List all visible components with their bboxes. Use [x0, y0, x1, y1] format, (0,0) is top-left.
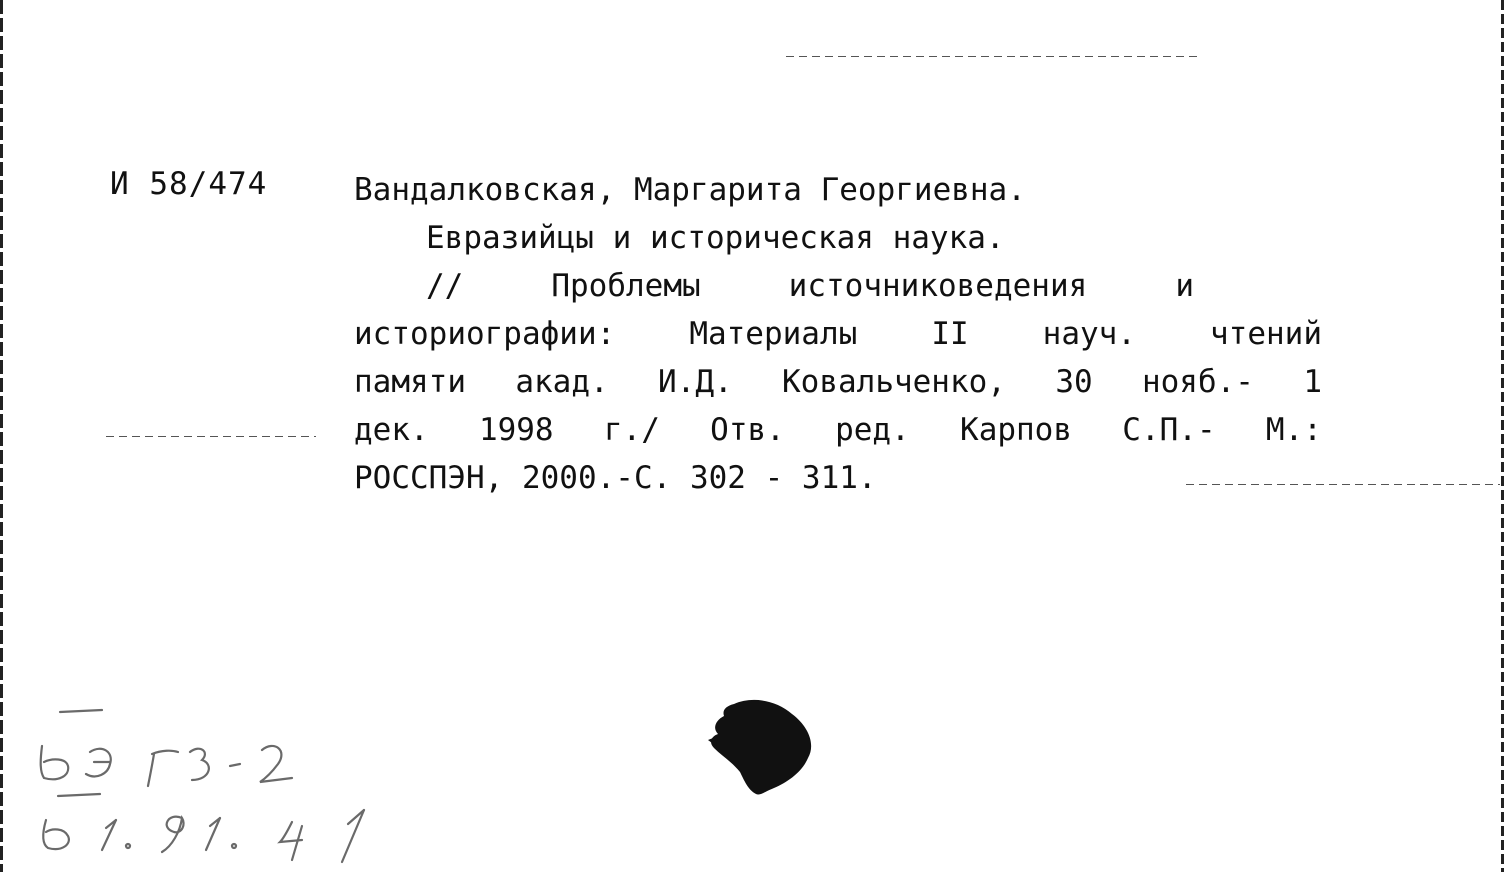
entry-word: ред.: [835, 412, 910, 448]
card-left-edge: [0, 0, 3, 872]
entry-word: и: [1175, 268, 1194, 304]
entry-word: памяти: [354, 364, 466, 400]
entry-word: И.Д.: [658, 364, 733, 400]
entry-word: Отв.: [710, 412, 785, 448]
entry-word: С.П.-: [1122, 412, 1216, 448]
entry-word: 1998: [478, 412, 554, 448]
entry-word: источниковедения: [788, 268, 1088, 304]
entry-source-line: [354, 406, 1322, 454]
entry-publisher-line: РОССПЭН, 2000.-С. 302 - 311.: [354, 460, 877, 496]
entry-source-line: [354, 262, 1322, 310]
scan-artifact-line: [786, 56, 1200, 57]
entry-author: Вандалковская, Маргарита Георгиевна.: [354, 172, 1026, 208]
entry-title: Евразийцы и историческая наука.: [426, 220, 1005, 256]
entry-source-line: [354, 358, 1322, 406]
ink-blot: [704, 696, 816, 798]
entry-word: II: [931, 316, 969, 352]
entry-word: Материалы: [689, 316, 858, 352]
scan-artifact-line: [106, 436, 316, 437]
entry-word: //: [426, 268, 464, 304]
entry-word: чтений: [1210, 316, 1322, 352]
entry-word: дек.: [354, 412, 429, 448]
entry-word: Карпов: [960, 412, 1073, 448]
entry-source-line: [354, 310, 1322, 358]
entry-word: 30: [1055, 364, 1093, 400]
entry-word: 1: [1303, 364, 1322, 400]
entry-word: М.:: [1265, 412, 1322, 448]
entry-word: нояб.-: [1141, 364, 1254, 400]
handwritten-notes: [30, 700, 390, 870]
call-number: И 58/474: [110, 166, 268, 202]
entry-word: историографии:: [354, 316, 616, 352]
entry-word: Ковальченко,: [782, 364, 1006, 400]
entry-word: г./: [603, 412, 660, 448]
entry-word: науч.: [1042, 316, 1136, 352]
entry-word: акад.: [515, 364, 609, 400]
entry-word: Проблемы: [551, 268, 701, 304]
bibliographic-entry: [354, 166, 1322, 502]
